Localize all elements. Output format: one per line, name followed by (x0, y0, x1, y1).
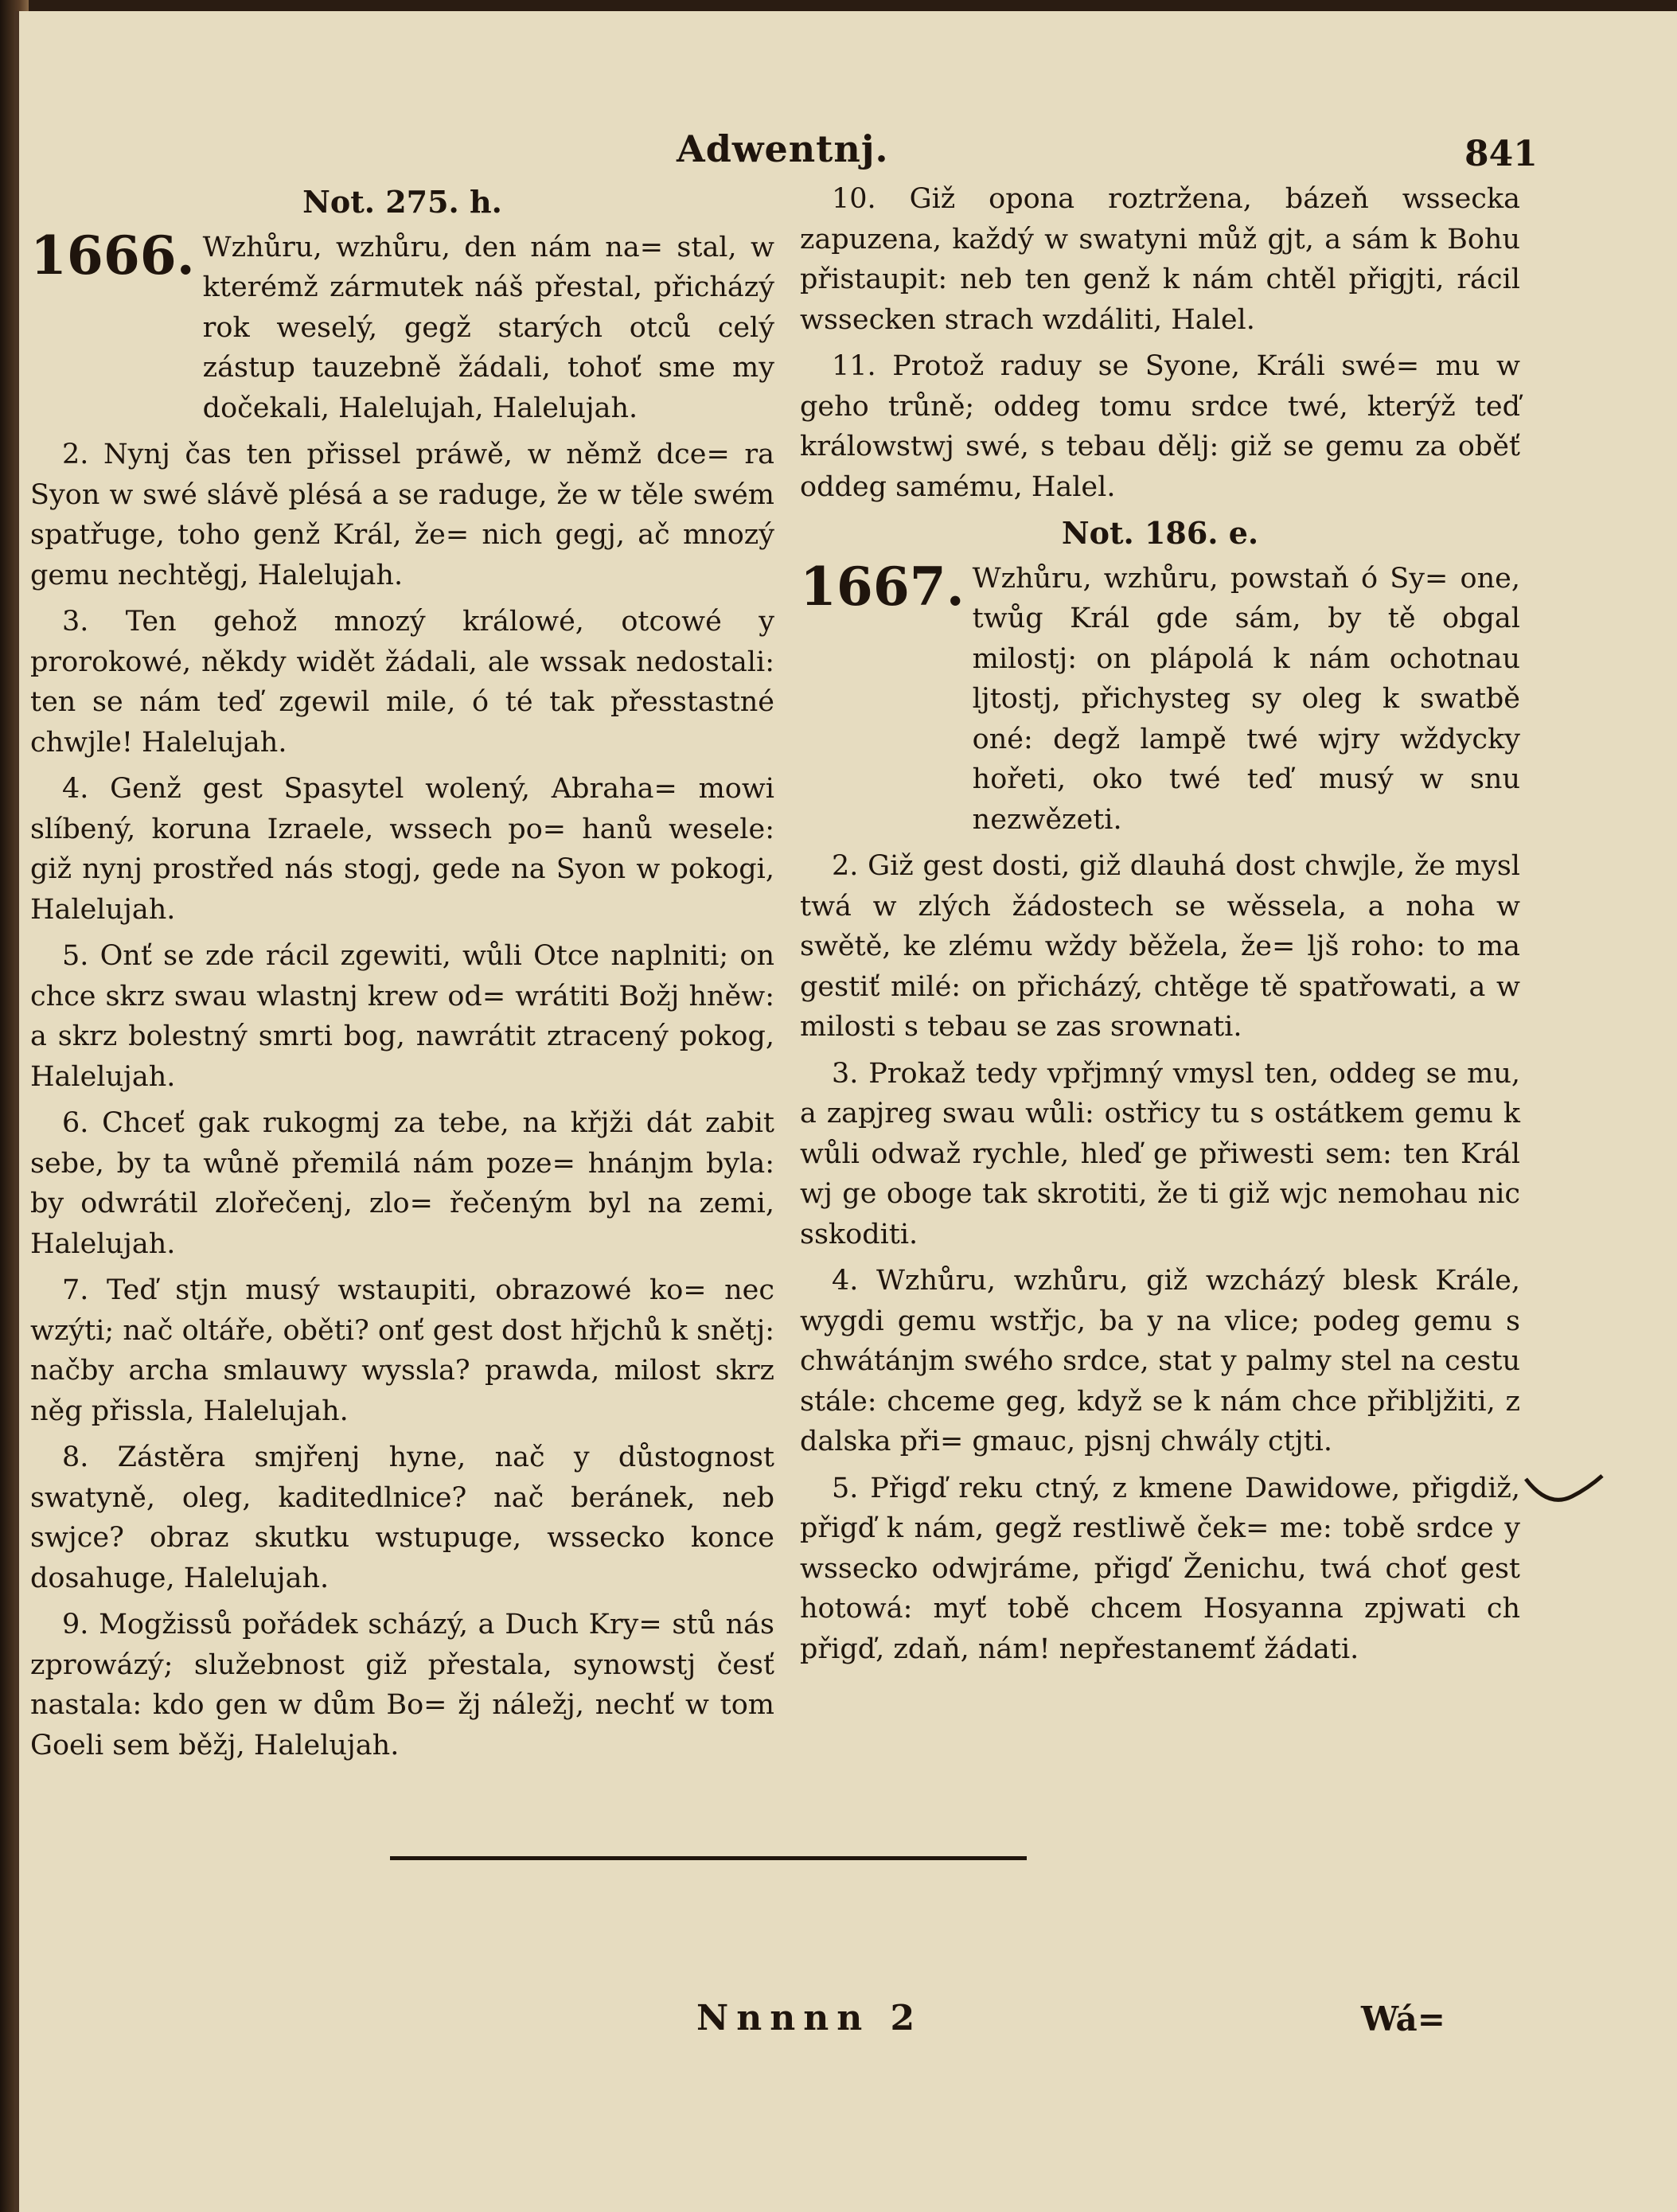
running-header-title: Adwentnj. (677, 127, 889, 170)
stanza: Wzhůru, wzhůru, den nám na= stal, w kterémž zármutek náš přestal, přicházý rok weselý, gegž starých otců celý zástup tauzebně žádali, tohoť sme my dočekali, Halelujah, Halelujah. (202, 231, 774, 424)
stanza: Wzhůru, wzhůru, powstaň ó Sy= one, twůg Král gde sám, by tě obgal milostj: on plápolá k nám ochotnau ljtostj, přichysteg sy oleg k swatbě oné: degž lampě twé wjry wždycky hořeti, oko twé teď musý w snu nezwězeti. (972, 562, 1520, 836)
hymn-heading (800, 555, 1520, 847)
stanza: 5. Přigď reku ctný, z kmene Dawidowe, přigdiž, přigď k nám, gegž restliwě ček= me: tobě srdce y wssecko odwjráme, přigď Ženichu, twá choť gest hotowá: myť tobě chcem Hosyanna zpjwati ch přigď, zdaň, nám! nepřestanemť žádati. (800, 1472, 1520, 1665)
catchword: Wá= (1361, 1999, 1445, 2038)
stanza: 10. Giž opona roztržena, bázeň wssecka zapuzena, každý w swatyni můž gjt, a sám k Bohu přistaupit: neb ten genž k nám chtěl přigjti, rácil wssecken strach wzdáliti, Halel. (800, 183, 1520, 336)
signature-mark: Nnnnn 2 (696, 1998, 923, 2038)
stanza: 2. Nynj čas ten přissel práwě, w němž dce= ra Syon w swé slávě plésá a se raduge, že w těle swém spatřuge, toho genž Král, že= nich gegj, ač mnozý gemu nechtěgj, Halelujah. (30, 439, 774, 591)
hymn-number: 1667. (800, 555, 965, 618)
stanza: 3. Prokaž tedy vpřjmný vmysl ten, oddeg se mu, a zapjreg swau wůli: ostřicy tu s ostátkem gemu k wůli odwaž rychle, hleď ge přiwesti sem: ten Král wj ge oboge tak skrotiti, že ti giž wjc nemohau nic sskoditi. (800, 1057, 1520, 1250)
hymn-number: 1666. (30, 224, 195, 287)
hymn-heading (30, 224, 774, 435)
section-label: Not. 275. h. (302, 184, 502, 220)
page-number: 841 (1464, 134, 1538, 174)
stanza: 5. Onť se zde rácil zgewiti, wůli Otce naplniti; on chce skrz swau wlastnj krew od= wrátiti Božj hněw: a skrz bolestný smrti bog, nawrátit ztracený pokog, Halelujah. (30, 940, 774, 1093)
stanza: 3. Ten gehož mnozý králowé, otcowé y prorokowé, někdy widět žádali, ale wssak nedostali: ten se nám teď zgewil mile, ó té tak přesstastné chwjle! Halelujah. (30, 606, 774, 759)
stanza: 7. Teď stjn musý wstaupiti, obrazowé ko= nec wzýti; nač oltáře, oběti? onť gest dost hřjchů k snětj: načby archa smlauwy wyssla? prawda, milost skrz něg přissla, Halelujah. (30, 1274, 774, 1427)
stanza: 6. Chceť gak rukogmj za tebe, na křjži dát zabit sebe, by ta wůně přemilá nám poze= hnánjm byla: by odwrátil zlořečenj, zlo= řečeným byl na zemi, Halelujah. (30, 1107, 774, 1260)
section-label: Not. 186. e. (1061, 515, 1259, 551)
stanza: 4. Wzhůru, wzhůru, giž wzcházý blesk Krále, wygdi gemu wstřjc, ba y na vlice; podeg gemu s chwátánjm swého srdce, stat y palmy stel na cestu stále: chceme geg, když se k nám chce přibljžiti, z dalska při= gmauc, pjsnj chwály ctjti. (800, 1265, 1520, 1457)
margin-ink-mark (1524, 1473, 1604, 1516)
right-column (800, 179, 1520, 1676)
stanza: 2. Giž gest dosti, giž dlauhá dost chwjle, že mysl twá w zlých žádostech se wěssela, a noha w swětě, ke zlému wždy běžela, že= ljš roho: to ma gestiť milé: on přicházý, chtěge tě spatřowati, a w milosti s tebau se zas srownati. (800, 850, 1520, 1043)
stanza: 11. Protož raduy se Syone, Králi swé= mu w geho trůně; oddeg tomu srdce twé, kterýž teď králowstwj swé, s tebau dělj: giž se gemu za oběť oddeg samému, Halel. (800, 350, 1520, 503)
stanza: 4. Genž gest Spasytel wolený, Abraha= mowi slíbený, koruna Izraele, wssech po= hanů wesele: giž nynj prostřed nás stogj, gede na Syon w pokogi, Halelujah. (30, 773, 774, 926)
left-column (30, 179, 774, 1772)
end-rule (390, 1856, 1027, 1860)
stanza: 8. Zástěra smjřenj hyne, nač y důstognost swatyně, oleg, kaditedlnice? nač beránek, neb swjce? obraz skutku wstupuge, wssecko konce dosahuge, Halelujah. (30, 1442, 774, 1594)
stanza: 9. Mogžissů pořádek scházý, a Duch Kry= stů nás zprowázý; služebnost giž přestala, synowstj česť nastala: kdo gen w dům Bo= žj náležj, nechť w tom Goeli sem běžj, Halelujah. (30, 1609, 774, 1761)
